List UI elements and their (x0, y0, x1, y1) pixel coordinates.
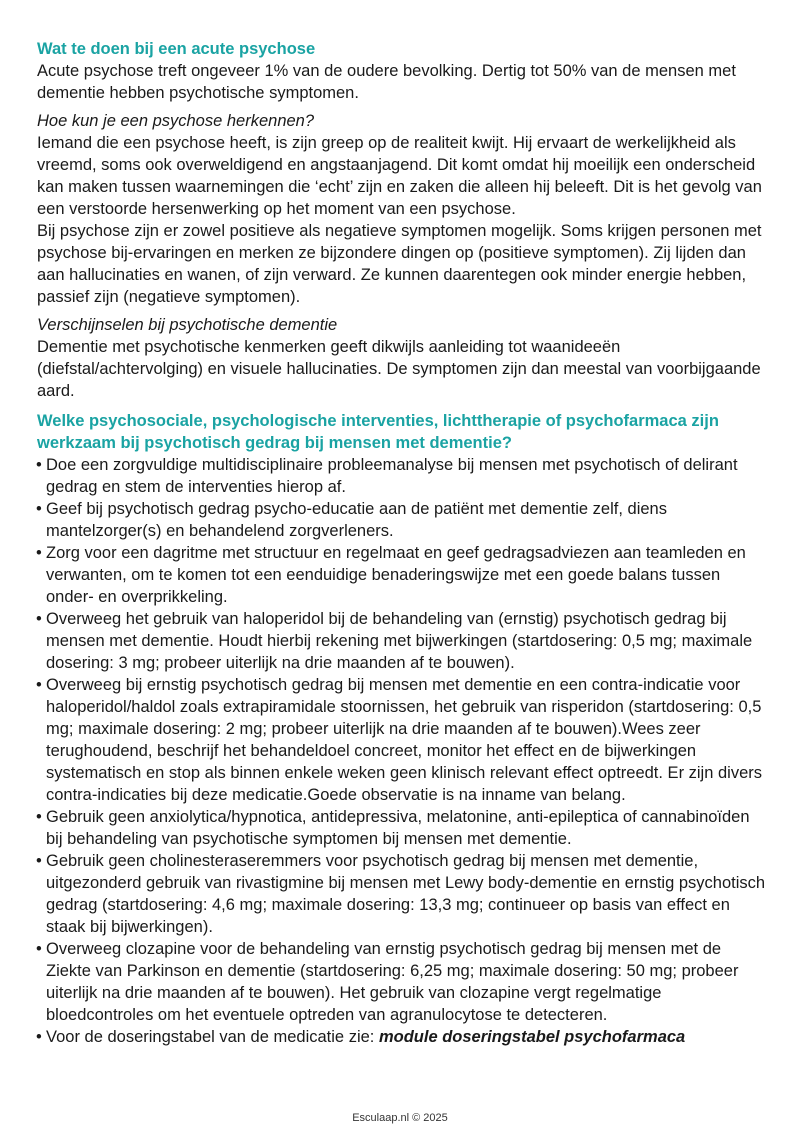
list-item (37, 608, 767, 674)
intervention-list (37, 454, 767, 1048)
list-item (37, 938, 767, 1026)
list-item (37, 674, 767, 806)
list-item (37, 498, 767, 542)
list-item (37, 1026, 767, 1048)
section-heading-acute-psychose: Wat te doen bij een acute psychose (37, 40, 316, 58)
subheading-herkennen: Hoe kun je een psychose herkennen? (37, 112, 315, 130)
list-item-text: Gebruik geen cholinesteraseremmers voor psychotisch gedrag bij mensen met dementie, uitgezonderd gebruik van rivastigmine bij mensen met Lewy body-dementie en ernstig psychotisch gedrag (startdosering: 4,6 mg; maximale dosering: 13,3 mg; continueer op basis van effect en staak bij bijwerkingen). (46, 852, 766, 936)
document-page (37, 38, 767, 1048)
paragraph-verschijnselen: Dementie met psychotische kenmerken geeft dikwijls aanleiding tot waanideeën (diefstal/achtervolging) en visuele hallucinaties. De symptomen zijn dan meestal van voorbijgaande aard. (37, 338, 761, 400)
doseringstabel-link[interactable]: module doseringstabel psychofarmaca (378, 1028, 686, 1046)
list-item-text: Gebruik geen anxiolytica/hypnotica, antidepressiva, melatonine, anti-epileptica of cannabinoïden bij behandeling van psychotische symptomen bij mensen met dementie. (46, 808, 750, 848)
list-item-prefix: Voor de doseringstabel van de medicatie zie: (46, 1028, 379, 1046)
list-item-text: Overweeg clozapine voor de behandeling van ernstig psychotisch gedrag bij mensen met de Ziekte van Parkinson en dementie (startdosering: 6,25 mg; maximale dosering: 50 mg; probeer uiterlijk na drie maanden af te bouwen). Het gebruik van clozapine vergt regelmatige bloedcontroles om het eventuele optreden van agranulocytose te detecteren. (46, 940, 739, 1024)
list-item-text: Geef bij psychotisch gedrag psycho-educatie aan de patiënt met dementie zelf, diens mantelzorger(s) en behandelend zorgverleners. (46, 500, 667, 540)
list-item (37, 806, 767, 850)
list-item-text: Zorg voor een dagritme met structuur en regelmaat en geef gedragsadviezen aan teamleden en verwanten, om te komen tot een eenduidige benaderingswijze met een goede balans tussen onder- en overprikkeling. (46, 544, 746, 606)
subheading-verschijnselen: Verschijnselen bij psychotische dementie (37, 316, 338, 334)
list-item-text: Overweeg bij ernstig psychotisch gedrag bij mensen met dementie en een contra-indicatie voor haloperidol/haldol zoals extrapiramidale stoornissen, het gebruik van risperidon (startdosering: 0,5 mg; maximale dosering: 2 mg; probeer uiterlijk na drie maanden af te bouwen).Wees zeer terughoudend, beschrijf het behandeldoel concreet, monitor het effect en de bijwerkingen systematisch en stop als binnen enkele weken geen klinisch relevant effect optreedt. Er zijn divers contra-indicaties bij deze medicatie.Goede observatie is na inname van belang. (46, 676, 763, 804)
paragraph-herkennen-1: Iemand die een psychose heeft, is zijn greep op de realiteit kwijt. Hij ervaart de werkelijkheid als vreemd, soms ook overweldigend en angstaanjagend. Dit komt omdat hij moeilijk een onderscheid kan maken tussen waarnemingen die ‘echt’ zijn en zaken die alleen hij beleeft. Dit is het gevolg van een verstoorde hersenwerking op het moment van een psychose. (37, 134, 762, 218)
list-item (37, 542, 767, 608)
list-item-text: Doe een zorgvuldige multidisciplinaire probleemanalyse bij mensen met psychotisch of delirant gedrag en stem de interventies hierop af. (46, 456, 738, 496)
page-footer: Esculaap.nl © 2025 (352, 1112, 448, 1124)
list-item-text: Overweeg het gebruik van haloperidol bij de behandeling van (ernstig) psychotisch gedrag bij mensen met dementie. Houdt hierbij rekening met bijwerkingen (startdosering: 0,5 mg; maximale dosering: 3 mg; probeer uiterlijk na drie maanden af te bouwen). (46, 610, 753, 672)
paragraph-herkennen-2: Bij psychose zijn er zowel positieve als negatieve symptomen mogelijk. Soms krijgen personen met psychose bij-ervaringen en merken ze bijzondere dingen op (positieve symptomen). Zij lijden dan aan hallucinaties en wanen, of zijn verward. Ze kunnen daarentegen ook minder energie hebben, passief zijn (negatieve symptomen). (37, 222, 762, 306)
list-item (37, 454, 767, 498)
section-heading-interventies: Welke psychosociale, psychologische interventies, lichttherapie of psychofarmaca zijn werkzaam bij psychotisch gedrag bij mensen met dementie? (37, 412, 719, 452)
intro-paragraph: Acute psychose treft ongeveer 1% van de oudere bevolking. Dertig tot 50% van de mensen met dementie hebben psychotische symptomen. (37, 62, 736, 102)
list-item (37, 850, 767, 938)
